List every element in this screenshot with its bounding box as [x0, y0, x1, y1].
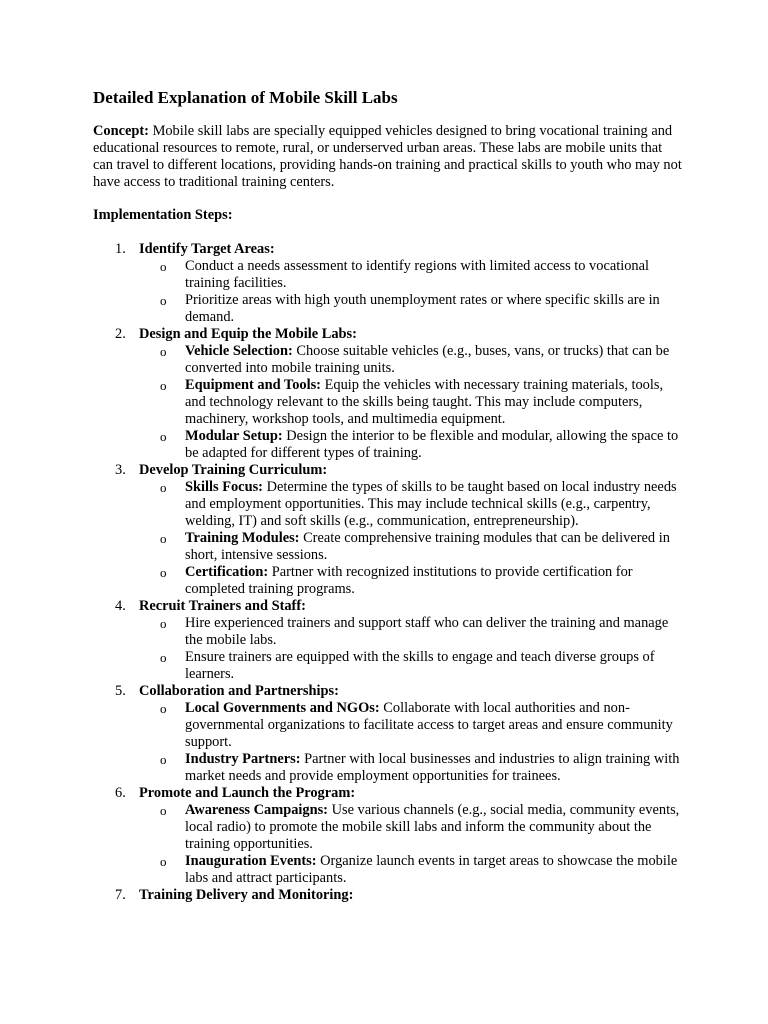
step-number: 5.: [115, 683, 126, 699]
step-item: [93, 462, 683, 598]
sub-item-text: Partner with local businesses and industries to align training with market needs and provide employment opportunities for trainees.: [185, 751, 680, 784]
step-item: [93, 241, 683, 326]
sub-item-label: Skills Focus:: [185, 479, 263, 495]
concept-paragraph: [93, 123, 683, 191]
implementation-steps-list: [93, 241, 683, 904]
hollow-bullet-icon: o: [160, 344, 167, 359]
sub-item: [139, 377, 683, 428]
step-number: 3.: [115, 462, 126, 478]
sub-item: [139, 564, 683, 598]
step-number: 1.: [115, 241, 126, 257]
hollow-bullet-icon: o: [160, 259, 167, 274]
sub-item-label: Awareness Campaigns:: [185, 802, 328, 818]
hollow-bullet-icon: o: [160, 650, 167, 665]
sub-item-list: [139, 343, 683, 462]
sub-item-text: Use various channels (e.g., social media, community events, local radio) to promote the mobile skill labs and inform the community about the training opportunities.: [185, 802, 680, 852]
sub-item: [139, 649, 683, 683]
sub-item-text: Equip the vehicles with necessary training materials, tools, and technology relevant to the skills being taught. This may include computers, machinery, workshop tools, and multimedia equipment.: [185, 377, 664, 427]
sub-item: [139, 343, 683, 377]
sub-item-text: Create comprehensive training modules that can be delivered in short, intensive sessions.: [185, 530, 670, 563]
step-title: Design and Equip the Mobile Labs:: [139, 326, 357, 342]
step-number: 6.: [115, 785, 126, 801]
step-number: 2.: [115, 326, 126, 342]
sub-item: [139, 700, 683, 751]
hollow-bullet-icon: o: [160, 480, 167, 495]
sub-item: [139, 428, 683, 462]
sub-item-text: Determine the types of skills to be taught based on local industry needs and employment opportunities. This may include technical skills (e.g., carpentry, welding, IT) and soft skills (e.g., communication, entrepreneurship).: [185, 479, 677, 529]
step-title: Collaboration and Partnerships:: [139, 683, 339, 699]
step-number: 7.: [115, 887, 126, 903]
sub-item-text: Hire experienced trainers and support staff who can deliver the training and manage the mobile labs.: [185, 615, 669, 648]
sub-item-text: Design the interior to be flexible and modular, allowing the space to be adapted for different types of training.: [185, 428, 679, 461]
sub-item: [139, 853, 683, 887]
sub-item-label: Vehicle Selection:: [185, 343, 293, 359]
sub-item: [139, 530, 683, 564]
sub-item-list: [139, 479, 683, 598]
sub-item: [139, 751, 683, 785]
step-item: [93, 326, 683, 462]
hollow-bullet-icon: o: [160, 854, 167, 869]
hollow-bullet-icon: o: [160, 803, 167, 818]
sub-item-label: Local Governments and NGOs:: [185, 700, 380, 716]
sub-item-list: [139, 258, 683, 326]
concept-text: Mobile skill labs are specially equipped vehicles designed to bring vocational training and educational resources to remote, rural, or underserved urban areas. These labs are mobile units that can travel to different locations, providing hands-on training and practical skills to youth who may not have access to traditional training centers.: [93, 123, 682, 190]
step-number: 4.: [115, 598, 126, 614]
sub-item-list: [139, 802, 683, 887]
sub-item-label: Modular Setup:: [185, 428, 283, 444]
sub-item-label: Training Modules:: [185, 530, 300, 546]
hollow-bullet-icon: o: [160, 378, 167, 393]
step-item: [93, 683, 683, 785]
hollow-bullet-icon: o: [160, 429, 167, 444]
step-title: Promote and Launch the Program:: [139, 785, 356, 801]
hollow-bullet-icon: o: [160, 531, 167, 546]
sub-item-text: Organize launch events in target areas to showcase the mobile labs and attract participants.: [185, 853, 678, 886]
document-title: Detailed Explanation of Mobile Skill Labs: [93, 88, 398, 107]
sub-item-text: Partner with recognized institutions to provide certification for completed training programs.: [185, 564, 633, 597]
hollow-bullet-icon: o: [160, 701, 167, 716]
sub-item: [139, 292, 683, 326]
step-item: [93, 785, 683, 887]
sub-item-text: Collaborate with local authorities and non-governmental organizations to facilitate access to target areas and ensure community support.: [185, 700, 673, 750]
document-page: [93, 88, 683, 904]
hollow-bullet-icon: o: [160, 752, 167, 767]
hollow-bullet-icon: o: [160, 293, 167, 308]
sub-item: [139, 258, 683, 292]
sub-item-list: [139, 615, 683, 683]
step-title: Recruit Trainers and Staff:: [139, 598, 306, 614]
sub-item: [139, 802, 683, 853]
step-title: Training Delivery and Monitoring:: [139, 887, 354, 903]
sub-item: [139, 479, 683, 530]
sub-item-label: Equipment and Tools:: [185, 377, 321, 393]
sub-item: [139, 615, 683, 649]
sub-item-label: Industry Partners:: [185, 751, 301, 767]
step-item: [93, 598, 683, 683]
hollow-bullet-icon: o: [160, 565, 167, 580]
step-item: [93, 887, 683, 904]
sub-item-label: Inauguration Events:: [185, 853, 317, 869]
step-title: Develop Training Curriculum:: [139, 462, 328, 478]
step-title: Identify Target Areas:: [139, 241, 275, 257]
implementation-heading: Implementation Steps:: [93, 207, 233, 223]
sub-item-text: Prioritize areas with high youth unemployment rates or where specific skills are in demand.: [185, 292, 660, 325]
concept-label: Concept:: [93, 123, 149, 139]
sub-item-list: [139, 700, 683, 785]
sub-item-label: Certification:: [185, 564, 269, 580]
sub-item-text: Conduct a needs assessment to identify regions with limited access to vocational training facilities.: [185, 258, 649, 291]
sub-item-text: Choose suitable vehicles (e.g., buses, vans, or trucks) that can be converted into mobile training units.: [185, 343, 670, 376]
hollow-bullet-icon: o: [160, 616, 167, 631]
sub-item-text: Ensure trainers are equipped with the skills to engage and teach diverse groups of learners.: [185, 649, 655, 682]
